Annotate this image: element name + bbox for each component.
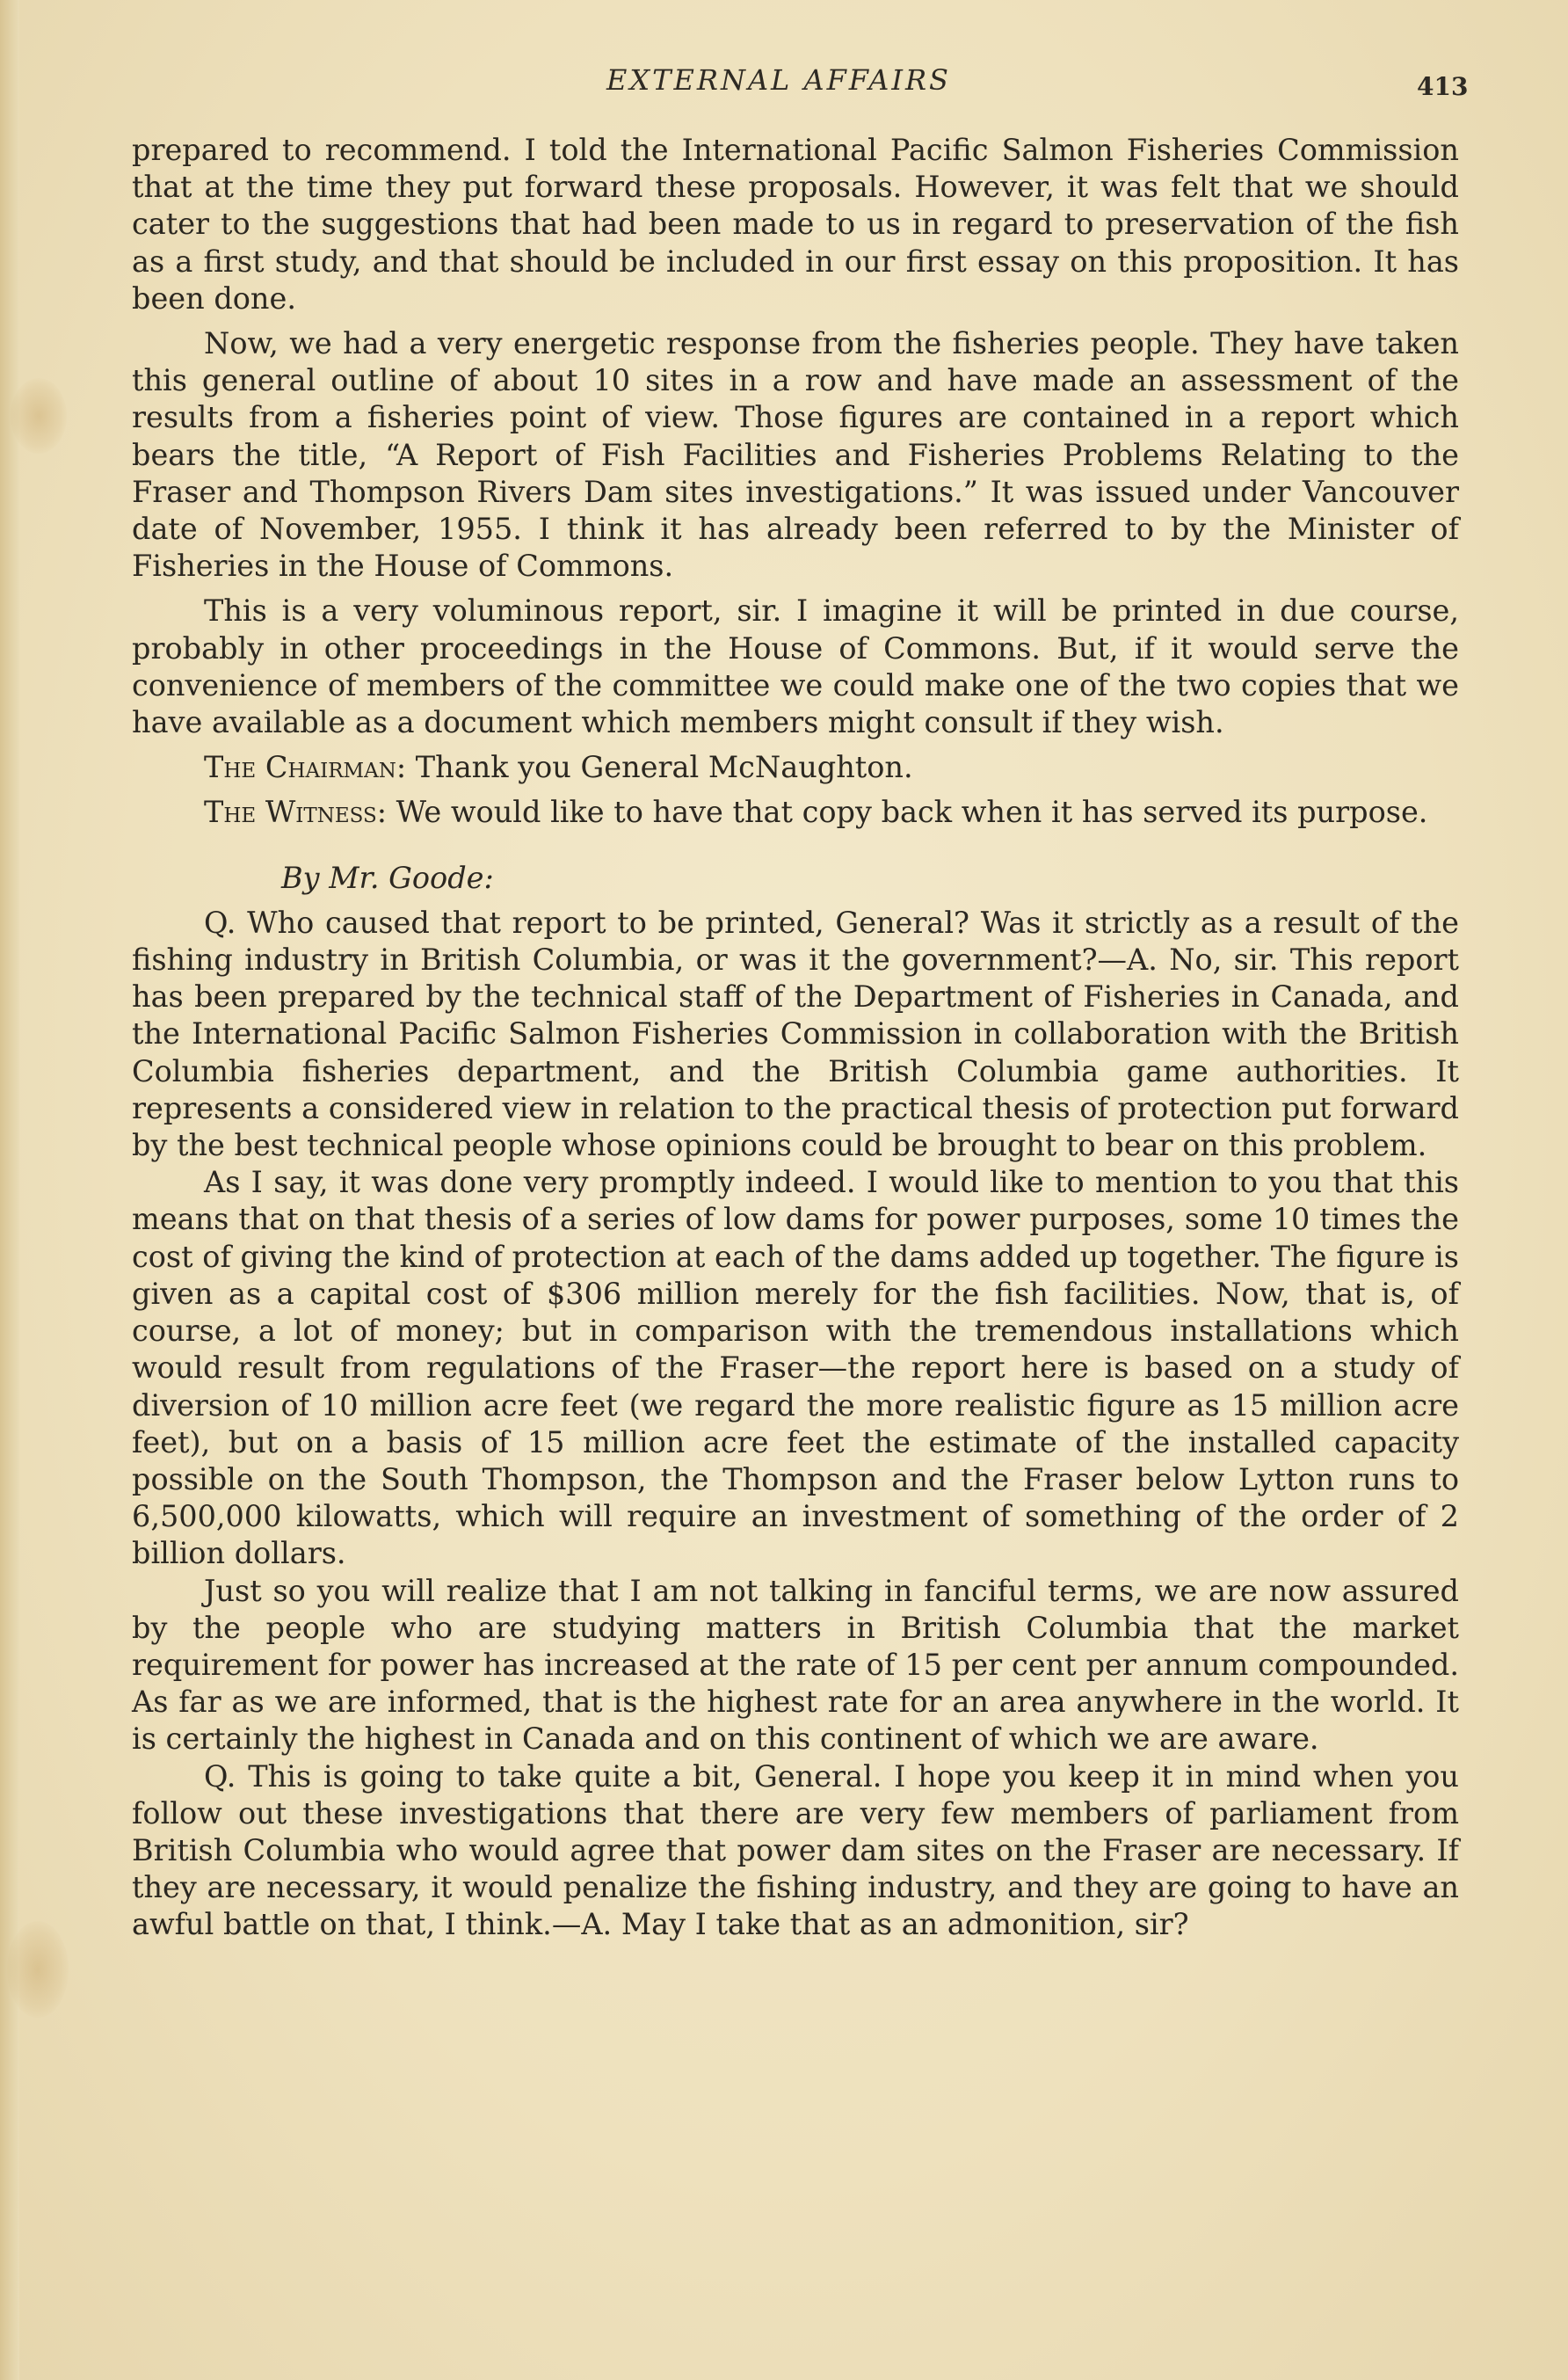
body-text bbox=[132, 132, 1459, 1944]
speaker-label-chairman: The Chairman: bbox=[204, 750, 407, 785]
witness-remark bbox=[132, 794, 1459, 831]
running-header bbox=[0, 63, 1568, 107]
question-answer: Q. Who caused that report to be printed, General? Was it strictly as a result of the fishing industry in British Columbia, or was it the government?—A. No, sir. This report has been prepared by the technical staff of the Department of Fisheries in Canada, and the International Pacific Salmon Fisheries Commission in collaboration with the British Columbia fisheries department, and the British Columbia game authorities. It represents a considered view in relation to the practical thesis of protection put forward by the best technical people whose opinions could be brought to bear on this problem. bbox=[132, 905, 1459, 1163]
witness-text: We would like to have that copy back when it has served its purpose. bbox=[396, 795, 1428, 830]
speaker-label-witness: The Witness: bbox=[204, 795, 388, 830]
question-answer: Q. This is going to take quite a bit, General. I hope you keep it in mind when you follow out these investigations that there are very few members of parliament from British Columbia who would agree that power dam sites on the Fraser are necessary. If they are necessary, it would penalize the fishing industry, and they are going to have an awful battle on that, I think.—A. May I take that as an admonition, sir? bbox=[132, 1758, 1459, 1942]
chairman-remark bbox=[132, 749, 1459, 786]
paragraph: Now, we had a very energetic response from the fisheries people. They have taken this general outline of about 10 sites in a row and have made an assessment of the results from a fisheries point of view. Those figures are contained in a report which bears the title, “A Report of Fish Facilities and Fisheries Problems Relating to the Fraser and Thompson Rivers Dam sites investigations.” It was issued under Vancouver date of November, 1955. I think it has already been referred to by the Minister of Fisheries in the House of Commons. bbox=[132, 326, 1459, 584]
chairman-text: Thank you General McNaughton. bbox=[415, 750, 913, 785]
paragraph: As I say, it was done very promptly indeed. I would like to mention to you that this means that on that thesis of a series of low dams for power purposes, some 10 times the cost of giving the kind of protection at each of the dams added up together. The figure is given as a capital cost of $306 million merely for the fish facilities. Now, that is, of course, a lot of money; but in comparison with the tremendous installations which would result from regulations of the Fraser—the report here is based on a study of diversion of 10 million acre feet (we regard the more realistic figure as 15 million acre feet), but on a basis of 15 million acre feet the estimate of the installed capacity possible on the South Thompson, the Thompson and the Fraser below Lytton runs to 6,500,000 kilowatts, which will require an investment of something of the order of 2 billion dollars. bbox=[132, 1165, 1459, 1571]
paragraph: Just so you will realize that I am not talking in fanciful terms, we are now assured by the people who are studying matters in British Columbia that the market requirement for power has increased at the rate of 15 per cent per annum compounded. As far as we are informed, that is the highest rate for an area anywhere in the world. It is certainly the highest in Canada and on this continent of which we are aware. bbox=[132, 1573, 1459, 1757]
running-title: EXTERNAL AFFAIRS bbox=[606, 63, 951, 97]
questioner-byline: By Mr. Goode: bbox=[281, 860, 494, 895]
page-number: 413 bbox=[1417, 72, 1469, 101]
page-binding-edge bbox=[0, 0, 19, 2380]
paragraph: prepared to recommend. I told the International Pacific Salmon Fisheries Commission that at the time they put forward these proposals. However, it was felt that we should cater to the suggestions that had been made to us in regard to preservation of the fish as a first study, and that should be included in our first essay on this proposition. It has been done. bbox=[132, 133, 1459, 316]
paragraph: This is a very voluminous report, sir. I imagine it will be printed in due course, probably in other proceedings in the House of Commons. But, if it would serve the convenience of members of the committee we could make one of the two copies that we have available as a document which members might consult if they wish. bbox=[132, 593, 1459, 740]
paper-stain bbox=[11, 378, 67, 454]
paper-stain bbox=[7, 1921, 69, 2018]
